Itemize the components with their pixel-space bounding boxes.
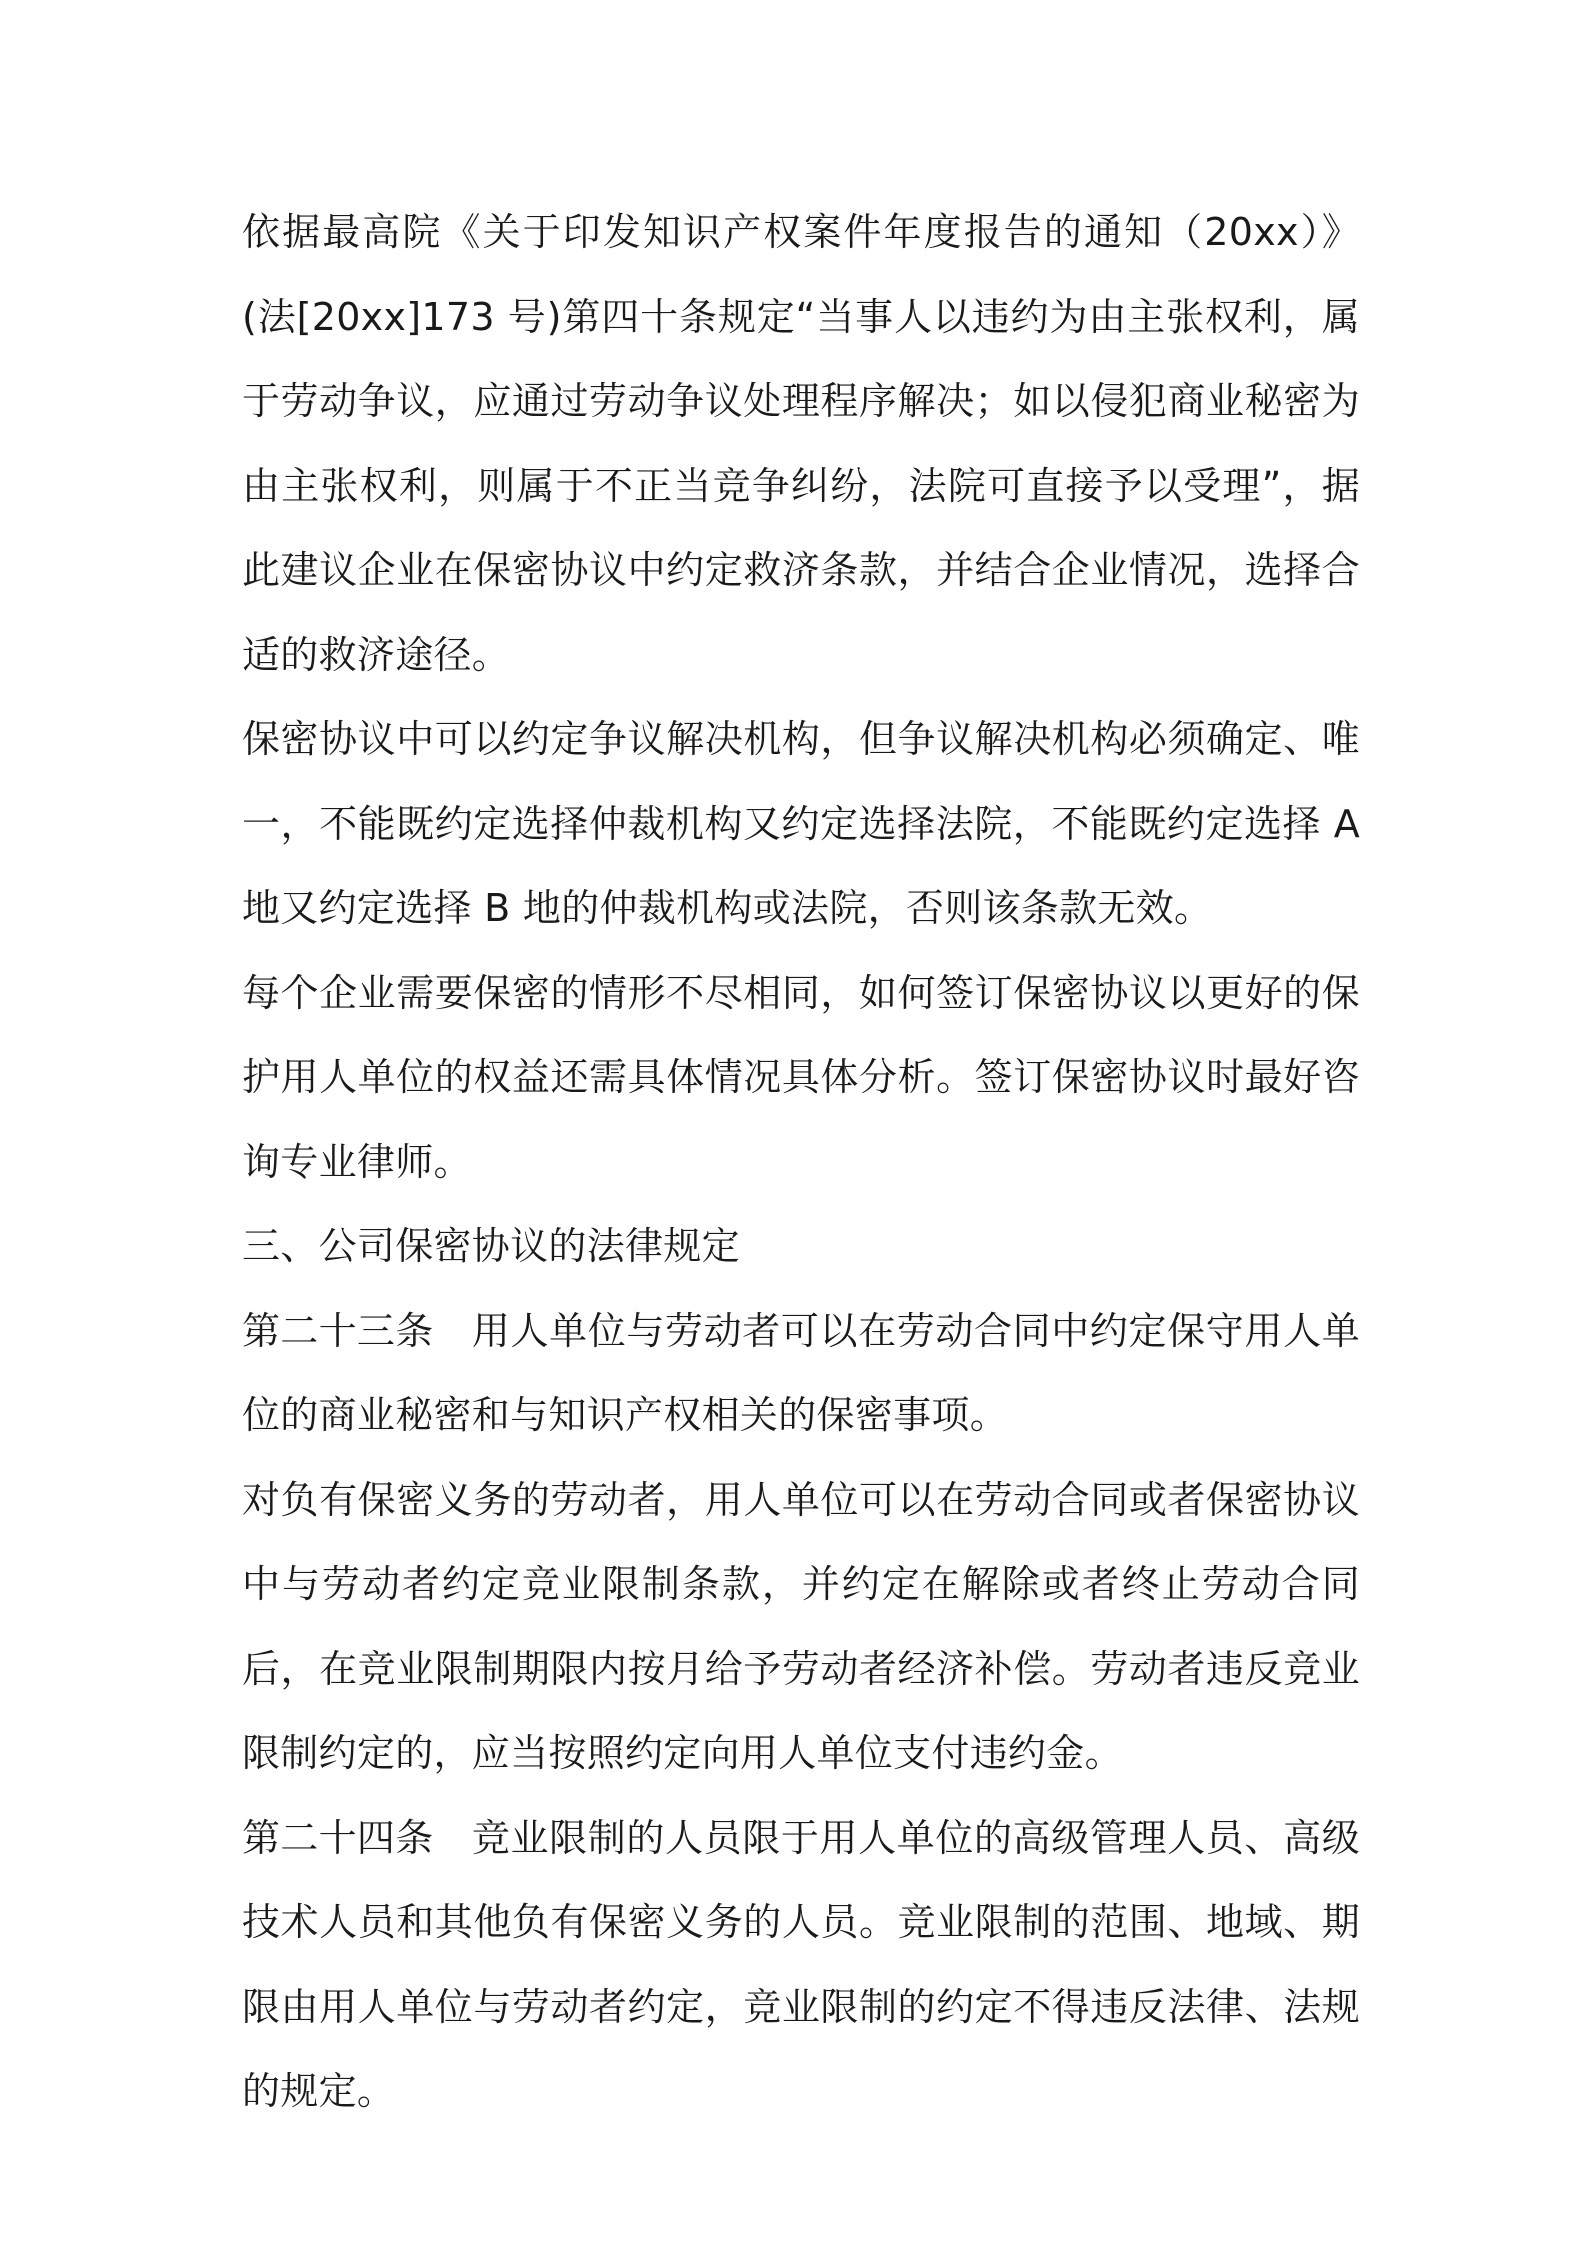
document-body xyxy=(242,190,1360,2134)
article-23 xyxy=(242,1289,1360,1458)
article-23-number: 第二十三条 xyxy=(242,1308,434,1353)
paragraph-remedy-clause: 依据最高院《关于印发知识产权案件年度报告的通知（20xx）》(法[20xx]173 号)第四十条规定“当事人以违约为由主张权利，属于劳动争议，应通过劳动争议处理程序解决；如以侵犯商业秘密为由主张权利，则属于不正当竞争纠纷，法院可直接予以受理”，据此建议企业在保密协议中约定救济条款，并结合企业情况，选择合适的救济途径。 xyxy=(242,210,1360,677)
paragraph-non-compete: 对负有保密义务的劳动者，用人单位可以在劳动合同或者保密协议中与劳动者约定竞业限制条款，并约定在解除或者终止劳动合同后，在竞业限制期限内按月给予劳动者经济补偿。劳动者违反竞业限制约定的，应当按照约定向用人单位支付违约金。 xyxy=(242,1477,1360,1775)
article-24-text: 竞业限制的人员限于用人单位的高级管理人员、高级技术人员和其他负有保密义务的人员。竞业限制的范围、地域、期限由用人单位与劳动者约定，竞业限制的约定不得违反法律、法规的规定。 xyxy=(242,1815,1360,2113)
section-heading: 三、公司保密协议的法律规定 xyxy=(242,1224,740,1268)
article-23-text: 用人单位与劳动者可以在劳动合同中约定保守用人单位的商业秘密和与知识产权相关的保密事项。 xyxy=(242,1308,1360,1437)
paragraph-consult-lawyer: 每个企业需要保密的情形不尽相同，如何签订保密协议以更好的保护用人单位的权益还需具体情况具体分析。签订保密协议时最好咨询专业律师。 xyxy=(242,970,1360,1184)
article-24-number: 第二十四条 xyxy=(242,1815,434,1860)
paragraph-dispute-resolution: 保密协议中可以约定争议解决机构，但争议解决机构必须确定、唯一，不能既约定选择仲裁机构又约定选择法院，不能既约定选择 A 地又约定选择 B 地的仲裁机构或法院，否则该条款无效。 xyxy=(242,717,1360,930)
article-24 xyxy=(242,1796,1360,2134)
